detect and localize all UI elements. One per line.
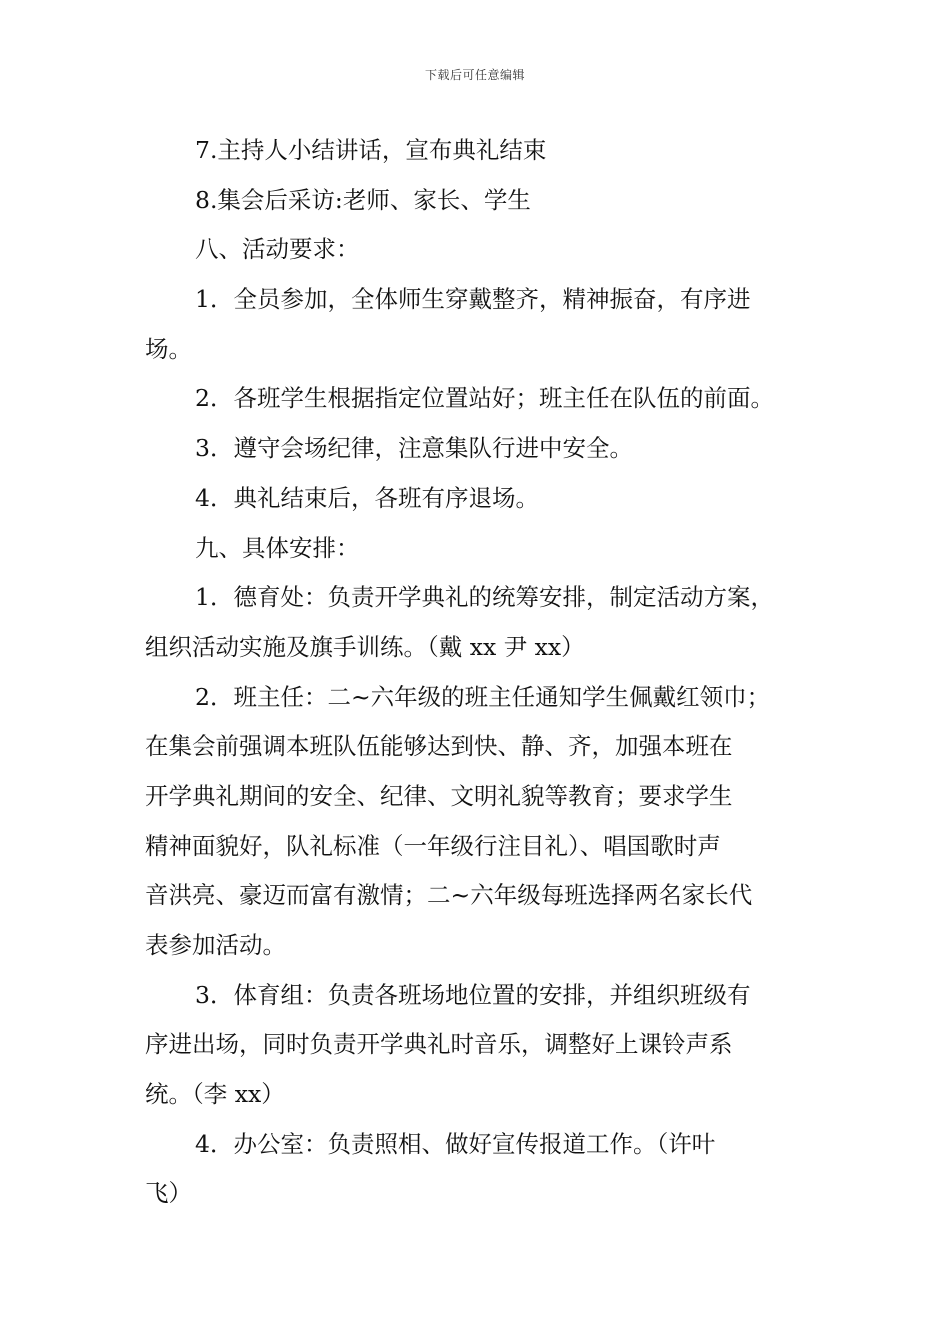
text-line: 1．全员参加，全体师生穿戴整齐，精神振奋，有序进 <box>195 285 751 314</box>
text-line: 8.集会后采访:老师、家长、学生 <box>195 185 531 214</box>
text-line: 1．德育处：负责开学典礼的统筹安排，制定活动方案， <box>195 583 774 612</box>
text-line: 3．体育组：负责各班场地位置的安排，并组织班级有 <box>195 980 751 1009</box>
text-line: 3．遵守会场纪律，注意集队行进中安全。 <box>195 434 633 463</box>
text-line: 音洪亮、豪迈而富有激情；二~六年级每班选择两名家长代 <box>145 881 753 910</box>
page-header: 下载后可任意编辑 <box>424 68 525 82</box>
text-line: 4．典礼结束后，各班有序退场。 <box>195 483 539 512</box>
text-line: 九、具体安排： <box>195 533 360 562</box>
text-line: 在集会前强调本班队伍能够达到快、静、齐，加强本班在 <box>145 732 733 761</box>
text-line: 精神面貌好，队礼标准（一年级行注目礼）、唱国歌时声 <box>145 831 721 860</box>
text-line: 组织活动实施及旗手训练。（戴 xx 尹 xx） <box>145 632 585 661</box>
text-line: 场。 <box>145 334 192 363</box>
text-line: 7.主持人小结讲话，宣布典礼结束 <box>195 136 547 164</box>
text-line: 统。（李 xx） <box>145 1080 285 1109</box>
text-line: 序进出场，同时负责开学典礼时音乐，调整好上课铃声系 <box>145 1030 733 1059</box>
text-line: 开学典礼期间的安全、纪律、文明礼貌等教育；要求学生 <box>145 781 733 810</box>
text-line: 2．各班学生根据指定位置站好；班主任在队伍的前面。 <box>195 384 774 413</box>
text-line: 飞） <box>145 1179 192 1208</box>
text-line: 2．班主任：二~六年级的班主任通知学生佩戴红领巾； <box>195 682 771 711</box>
text-line: 八、活动要求： <box>195 235 360 264</box>
text-line: 4．办公室：负责照相、做好宣传报道工作。（许叶 <box>195 1129 716 1158</box>
document-body <box>145 126 815 1219</box>
text-line: 表参加活动。 <box>145 931 286 959</box>
